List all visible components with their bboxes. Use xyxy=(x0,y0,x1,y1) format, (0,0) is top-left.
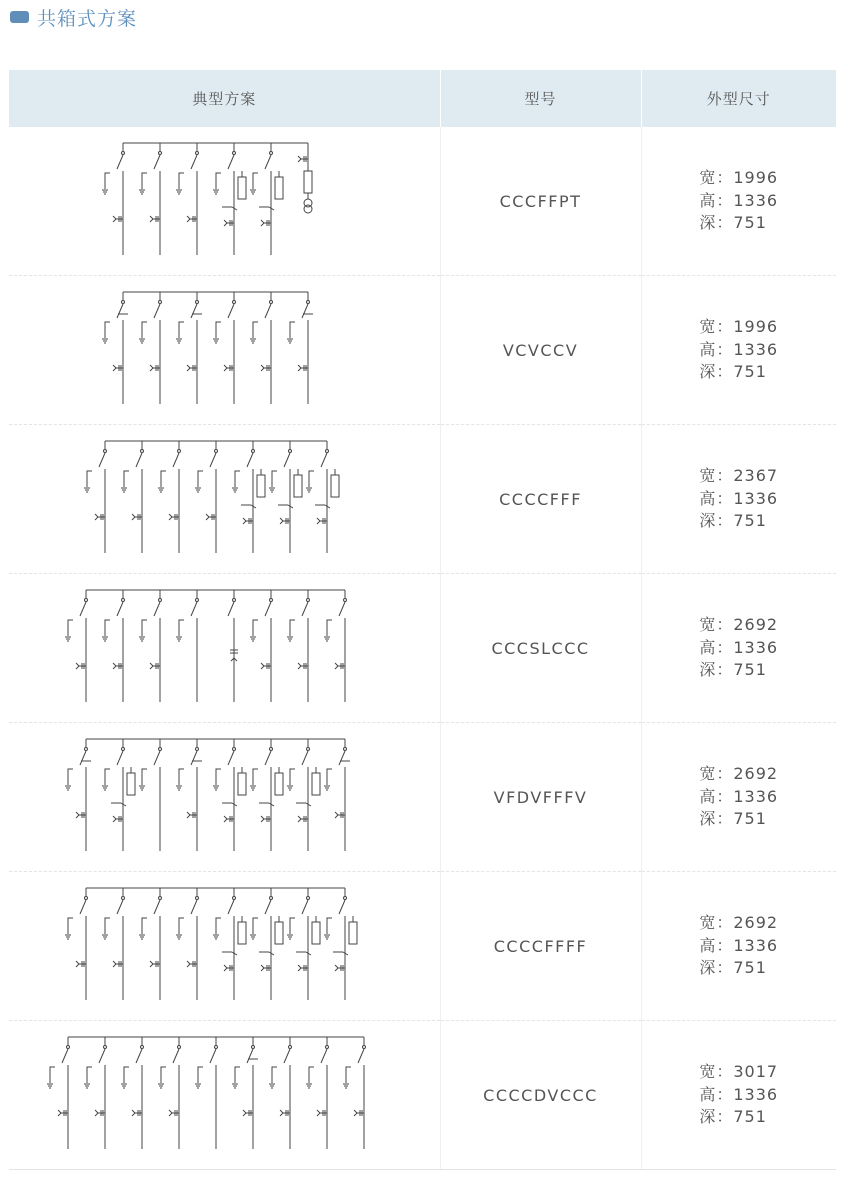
scheme-unit-c xyxy=(102,590,125,702)
scheme-unit-f xyxy=(306,441,339,553)
single-line-diagram xyxy=(95,286,353,414)
header-model: 型号 xyxy=(440,70,641,127)
scheme-unit-c xyxy=(306,1037,329,1149)
scheme-unit-d xyxy=(139,739,162,851)
model-code: CCCSLCCC xyxy=(491,638,590,658)
dimensions xyxy=(699,316,778,384)
dimensions-cell xyxy=(641,127,836,276)
scheme-unit-s xyxy=(176,590,199,702)
scheme-unit-f xyxy=(213,739,246,851)
table-header-row xyxy=(9,70,836,127)
scheme-unit-c xyxy=(65,590,88,702)
scheme-unit-v xyxy=(232,1037,258,1149)
scheme-unit-c xyxy=(158,441,181,553)
dimension-height: 高：1336 xyxy=(699,339,779,359)
model-cell xyxy=(440,872,641,1021)
scheme-unit-f xyxy=(250,739,283,851)
dimension-height: 高：1336 xyxy=(699,786,779,806)
scheme-unit-c xyxy=(195,441,218,553)
scheme-diagram-cell xyxy=(9,723,440,872)
table-row xyxy=(9,276,836,425)
table-row xyxy=(9,127,836,276)
section-title xyxy=(10,4,137,30)
scheme-unit-c xyxy=(139,292,162,404)
dimension-height: 高：1336 xyxy=(699,190,779,210)
dimension-width: 宽：2692 xyxy=(699,615,779,635)
scheme-unit-c xyxy=(324,590,347,702)
header-typical-scheme: 典型方案 xyxy=(9,70,440,127)
table-row xyxy=(9,723,836,872)
section-title-text: 共箱式方案 xyxy=(37,7,138,30)
single-line-diagram xyxy=(95,137,353,265)
model-cell xyxy=(440,276,641,425)
scheme-unit-f xyxy=(287,739,320,851)
scheme-unit-c xyxy=(84,441,107,553)
rounded-rect-marker-icon xyxy=(10,11,29,23)
dimension-width: 宽：3017 xyxy=(699,1062,779,1082)
scheme-unit-c xyxy=(47,1037,70,1149)
scheme-unit-c xyxy=(65,888,88,1000)
model-cell xyxy=(440,425,641,574)
scheme-unit-c xyxy=(250,590,273,702)
dimensions xyxy=(699,1061,778,1129)
scheme-diagram-cell xyxy=(9,276,440,425)
single-line-diagram xyxy=(58,882,390,1010)
scheme-unit-c xyxy=(158,1037,181,1149)
dimensions xyxy=(699,465,778,533)
dimension-depth: 深：751 xyxy=(699,1107,767,1127)
table-row xyxy=(9,1021,836,1170)
dimensions xyxy=(699,167,778,235)
scheme-unit-c xyxy=(121,441,144,553)
dimension-height: 高：1336 xyxy=(699,1084,779,1104)
scheme-unit-c xyxy=(269,1037,292,1149)
dimension-width: 宽：1996 xyxy=(699,168,779,188)
single-line-diagram xyxy=(77,435,372,563)
scheme-unit-c xyxy=(343,1037,366,1149)
model-cell xyxy=(440,723,641,872)
model-cell xyxy=(440,1021,641,1170)
dimension-height: 高：1336 xyxy=(699,488,779,508)
scheme-unit-d xyxy=(195,1037,218,1149)
scheme-unit-v xyxy=(176,292,202,404)
single-line-diagram xyxy=(58,733,390,861)
dimensions-cell xyxy=(641,574,836,723)
scheme-unit-c xyxy=(102,143,125,255)
dimensions-cell xyxy=(641,872,836,1021)
single-line-diagram xyxy=(40,1031,409,1159)
table-row xyxy=(9,574,836,723)
model-code: VFDVFFFV xyxy=(493,787,588,807)
model-code: CCCCFFF xyxy=(499,489,582,509)
scheme-diagram-cell xyxy=(9,425,440,574)
scheme-unit-c xyxy=(176,888,199,1000)
dimension-height: 高：1336 xyxy=(699,935,779,955)
dimension-depth: 深：751 xyxy=(699,809,767,829)
dimensions-cell xyxy=(641,425,836,574)
dimension-depth: 深：751 xyxy=(699,660,767,680)
dimension-depth: 深：751 xyxy=(699,362,767,382)
scheme-unit-c xyxy=(139,888,162,1000)
dimensions-cell xyxy=(641,276,836,425)
scheme-unit-c xyxy=(287,590,310,702)
dimension-width: 宽：1996 xyxy=(699,317,779,337)
scheme-unit-f xyxy=(269,441,302,553)
scheme-unit-pt xyxy=(298,143,312,213)
scheme-unit-c xyxy=(139,590,162,702)
dimension-width: 宽：2367 xyxy=(699,466,779,486)
scheme-unit-v xyxy=(102,292,128,404)
scheme-unit-c xyxy=(121,1037,144,1149)
dimension-width: 宽：2692 xyxy=(699,764,779,784)
dimension-width: 宽：2692 xyxy=(699,913,779,933)
scheme-diagram-cell xyxy=(9,574,440,723)
scheme-unit-c xyxy=(102,888,125,1000)
scheme-unit-c xyxy=(176,143,199,255)
scheme-unit-f xyxy=(324,888,357,1000)
model-cell xyxy=(440,574,641,723)
single-line-diagram xyxy=(58,584,390,712)
scheme-unit-v xyxy=(176,739,202,851)
scheme-unit-f xyxy=(250,888,283,1000)
dimensions-cell xyxy=(641,723,836,872)
scheme-unit-f xyxy=(287,888,320,1000)
scheme-unit-v xyxy=(324,739,350,851)
scheme-unit-f xyxy=(250,143,283,255)
scheme-unit-c xyxy=(250,292,273,404)
table-row xyxy=(9,425,836,574)
scheme-unit-c xyxy=(213,292,236,404)
dimension-height: 高：1336 xyxy=(699,637,779,657)
scheme-unit-l xyxy=(228,590,238,702)
scheme-table xyxy=(9,70,836,1170)
model-cell xyxy=(440,127,641,276)
scheme-unit-c xyxy=(139,143,162,255)
model-code: CCCCDVCCC xyxy=(483,1085,598,1105)
model-code: CCCFFPT xyxy=(499,191,582,211)
scheme-unit-f xyxy=(232,441,265,553)
dimension-depth: 深：751 xyxy=(699,213,767,233)
dimensions xyxy=(699,912,778,980)
dimensions-cell xyxy=(641,1021,836,1170)
model-code: VCVCCV xyxy=(502,340,579,360)
dimensions xyxy=(699,763,778,831)
scheme-unit-f xyxy=(102,739,135,851)
scheme-unit-f xyxy=(213,888,246,1000)
model-code: CCCCFFFF xyxy=(493,936,588,956)
dimension-depth: 深：751 xyxy=(699,511,767,531)
scheme-diagram-cell xyxy=(9,1021,440,1170)
scheme-unit-f xyxy=(213,143,246,255)
dimensions xyxy=(699,614,778,682)
scheme-unit-v xyxy=(287,292,313,404)
table-row xyxy=(9,872,836,1021)
dimension-depth: 深：751 xyxy=(699,958,767,978)
scheme-diagram-cell xyxy=(9,127,440,276)
scheme-unit-v xyxy=(65,739,91,851)
scheme-unit-c xyxy=(84,1037,107,1149)
header-dimensions: 外型尺寸 xyxy=(641,70,836,127)
scheme-diagram-cell xyxy=(9,872,440,1021)
